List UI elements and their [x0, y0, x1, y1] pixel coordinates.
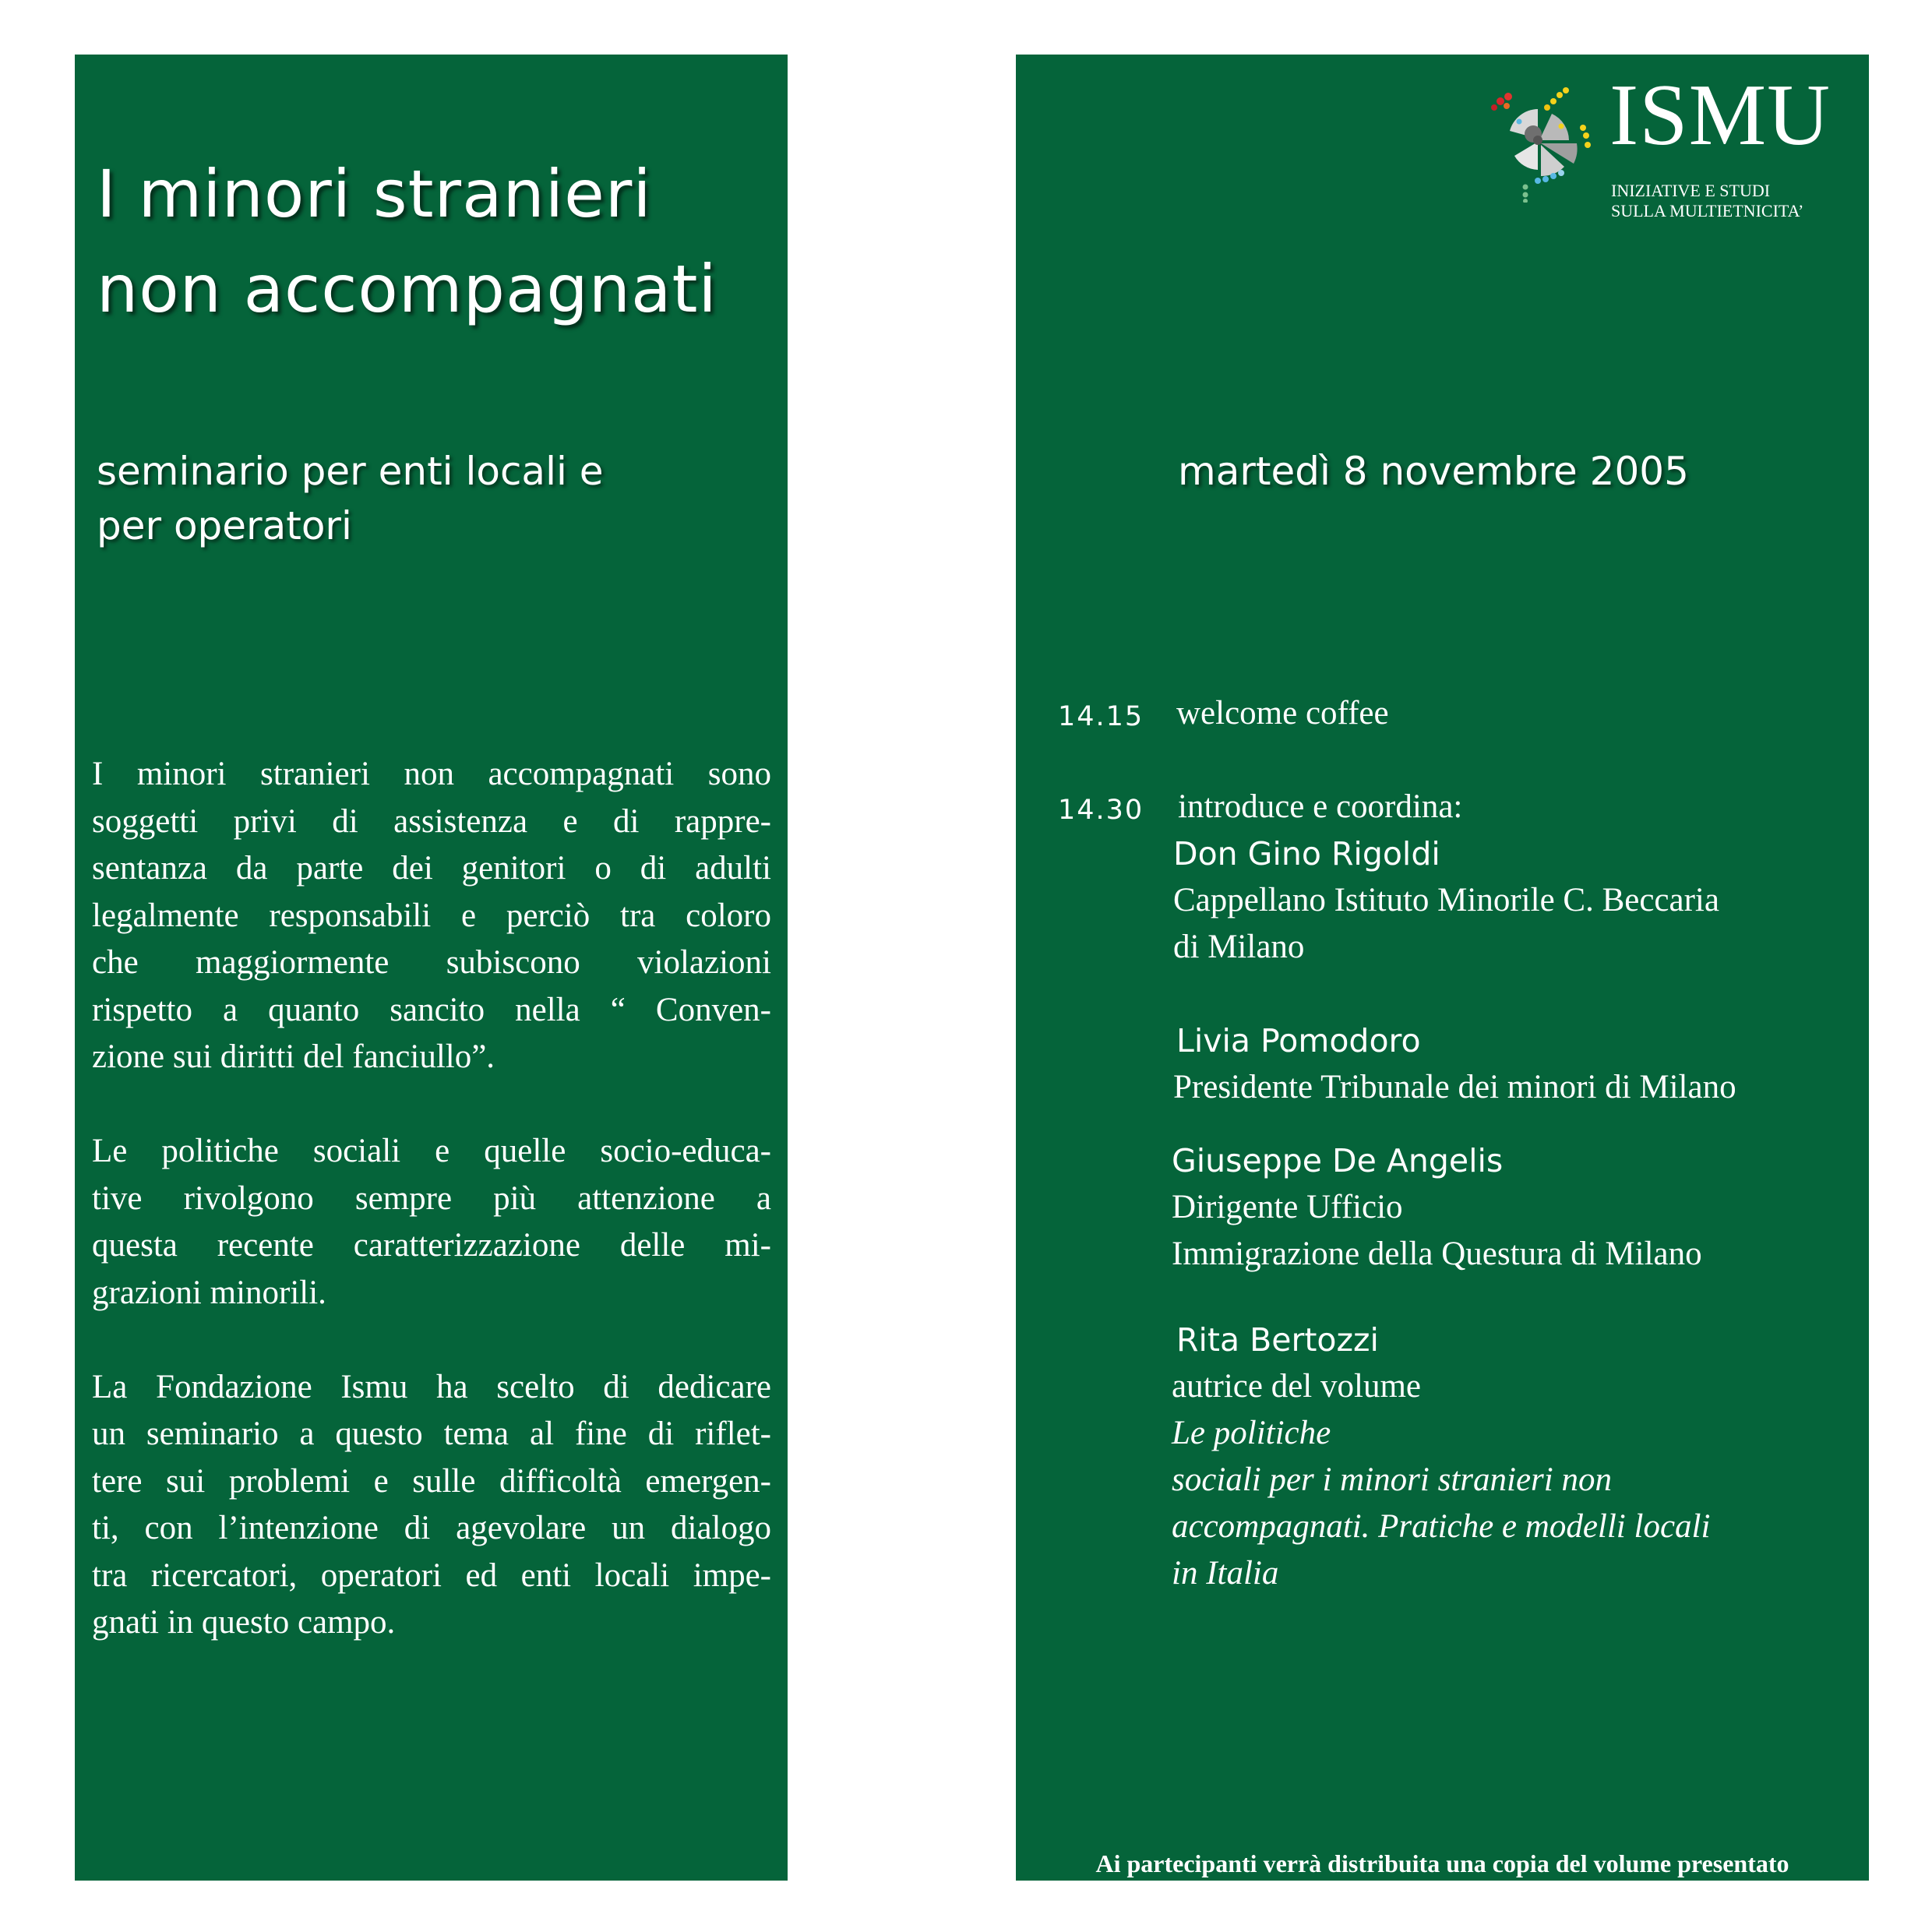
description-line: zione sui diritti del fanciullo”.	[92, 1038, 495, 1075]
speaker-name-1: Don Gino Rigoldi	[1173, 835, 1440, 873]
description-paragraph-1	[92, 751, 771, 1081]
left-panel	[75, 55, 788, 1881]
seminar-title-line-2: non accompagnati	[97, 251, 717, 327]
book-title: sociali per i minori stranieri non	[1172, 1461, 1612, 1498]
description-line: gnati in questo campo.	[92, 1604, 396, 1641]
speaker-role-line: di Milano	[1173, 929, 1305, 965]
description-text	[92, 751, 771, 1694]
speaker-role-line: Presidente Tribunale dei minori di Milano	[1173, 1069, 1736, 1105]
seminar-title	[97, 146, 782, 337]
description-line: grazioni minorili.	[92, 1274, 326, 1311]
book-title: accompagnati. Pratiche e modelli locali	[1172, 1508, 1711, 1545]
seminar-subtitle	[97, 444, 767, 553]
ismu-logo-tagline-line-1: INIZIATIVE E STUDI	[1611, 181, 1771, 200]
speaker-role-1	[1173, 877, 1719, 971]
description-line: Le politiche sociali e quelle socio-educa-	[92, 1133, 771, 1169]
speaker-name-3: Giuseppe De Angelis	[1172, 1142, 1504, 1179]
description-line: ti, con l’intenzione di agevolare un dialogo	[92, 1510, 771, 1546]
description-line: tive rivolgono sempre più attenzione a	[92, 1179, 771, 1217]
event-date: martedì 8 novembre 2005	[1178, 449, 1689, 494]
speaker-role-prefix: autrice del volume	[1172, 1368, 1430, 1405]
description-paragraph-2	[92, 1128, 771, 1317]
speaker-role-line: Dirigente Ufficio	[1172, 1189, 1403, 1225]
ismu-logo-icon	[1483, 78, 1608, 203]
speaker-role-line: Immigrazione della Questura di Milano	[1172, 1236, 1702, 1272]
speaker-name-2: Livia Pomodoro	[1176, 1022, 1421, 1059]
ismu-logo-tagline	[1611, 181, 1803, 221]
seminar-subtitle-line-2: per operatori	[97, 503, 352, 548]
speaker-role-2	[1173, 1064, 1736, 1111]
ismu-logo	[1483, 67, 1849, 220]
description-line: tere sui problemi e sulle difficoltà emergen-	[92, 1462, 771, 1500]
ismu-logo-name: ISMU	[1609, 67, 1832, 164]
description-line: questa recente caratterizzazione delle mi-	[92, 1227, 771, 1264]
description-line: La Fondazione Ismu ha scelto di dedicare	[92, 1368, 771, 1405]
description-line: legalmente responsabili e perciò tra coloro	[92, 897, 771, 934]
seminar-subtitle-line-1: seminario per enti locali e	[97, 449, 604, 494]
schedule-item-2: introduce e coordina:	[1178, 788, 1463, 825]
description-paragraph-3	[92, 1364, 771, 1647]
schedule-time-2: 14.30	[1058, 795, 1144, 826]
seminar-title-line-1: I minori stranieri	[97, 156, 652, 232]
speaker-role-line	[1172, 1363, 1710, 1457]
schedule-item-1: welcome coffee	[1176, 695, 1389, 732]
schedule-time-1: 14.15	[1058, 701, 1144, 732]
description-line: un seminario a questo tema al fine di riflet-	[92, 1416, 771, 1452]
speaker-role-4	[1172, 1363, 1710, 1597]
ismu-logo-tagline-line-2: SULLA MULTIETNICITA’	[1611, 201, 1804, 220]
footer-note: Ai partecipanti verrà distribuita una copia del volume presentato	[1095, 1849, 1789, 1877]
description-line: rispetto a quanto sancito nella “ Conven-	[92, 991, 771, 1028]
description-line: soggetti privi di assistenza e di rappre-	[92, 802, 771, 840]
description-line: I minori stranieri non accompagnati sono	[92, 756, 771, 792]
speaker-role-3	[1172, 1184, 1702, 1278]
book-title: in Italia	[1172, 1555, 1279, 1592]
book-title: Le politiche	[1172, 1415, 1331, 1451]
speaker-name-4: Rita Bertozzi	[1176, 1321, 1379, 1359]
description-line: tra ricercatori, operatori ed enti locali impe-	[92, 1557, 771, 1594]
description-line: sentanza da parte dei genitori o di adulti	[92, 850, 771, 887]
speaker-role-line: Cappellano Istituto Minorile C. Beccaria	[1173, 882, 1719, 918]
right-panel	[1016, 55, 1869, 1881]
description-line: che maggiormente subiscono violazioni	[92, 944, 771, 981]
